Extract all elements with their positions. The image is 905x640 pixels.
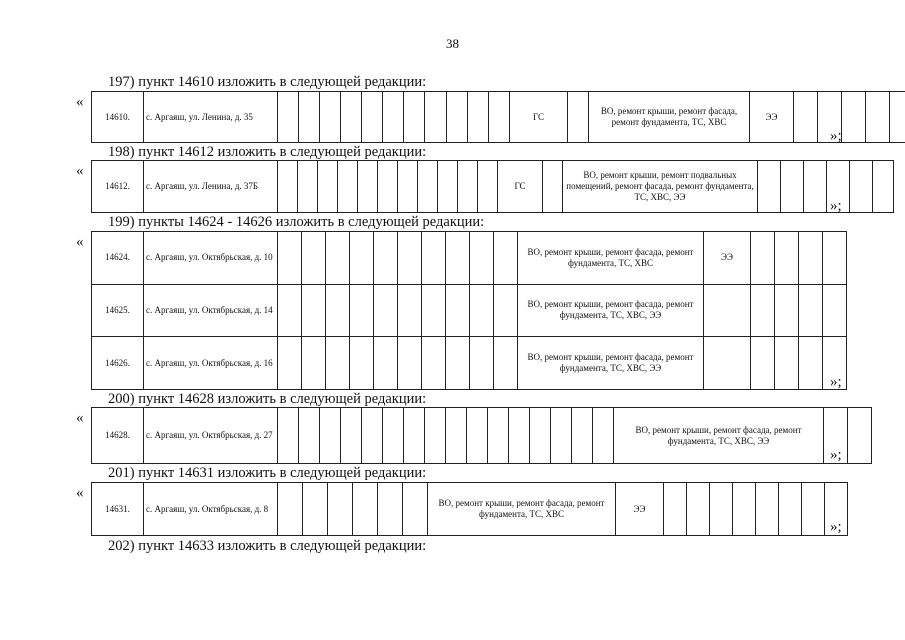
address-cell: с. Аргаяш, ул. Ленина, д. 35 <box>144 92 278 143</box>
closing-quote: »; <box>830 374 842 390</box>
works-cell: ВО, ремонт крыши, ремонт фасада, ремонт фундамента, ТС, ХВС <box>518 232 704 285</box>
system-cell: ГС <box>510 92 568 143</box>
works-cell: ВО, ремонт крыши, ремонт фасада, ремонт фундамента, ТС, ХВС <box>428 483 616 536</box>
opening-quote: « <box>76 234 84 250</box>
table-row <box>92 408 872 464</box>
item-number: 14612. <box>92 161 144 213</box>
amendment-table <box>91 231 847 390</box>
item-number: 14628. <box>92 408 144 464</box>
item-number: 14631. <box>92 483 144 536</box>
table-row <box>92 92 905 143</box>
opening-quote: « <box>76 163 84 179</box>
opening-quote: « <box>76 94 84 110</box>
page-number: 38 <box>446 36 459 51</box>
works-cell: ВО, ремонт крыши, ремонт фасада, ремонт фундамента, ТС, ХВС, ЭЭ <box>518 284 704 337</box>
section-heading: 202) пункт 14633 изложить в следующей редакции: <box>108 538 427 554</box>
address-cell: с. Аргаяш, ул. Октябрьская, д. 10 <box>144 232 278 285</box>
item-number: 14625. <box>92 284 144 337</box>
section-heading: 197) пункт 14610 изложить в следующей редакции: <box>108 74 427 90</box>
section-heading: 201) пункт 14631 изложить в следующей редакции: <box>108 465 427 481</box>
works-cell: ВО, ремонт крыши, ремонт фасада, ремонт фундамента, ТС, ХВС, ЭЭ <box>518 337 704 390</box>
works-cell: ВО, ремонт крыши, ремонт фасада, ремонт фундамента, ТС, ХВС, ЭЭ <box>614 408 824 464</box>
address-cell: с. Аргаяш, ул. Октябрьская, д. 14 <box>144 284 278 337</box>
address-cell: с. Аргаяш, ул. Ленина, д. 37Б <box>144 161 278 213</box>
table-row <box>92 337 847 390</box>
amendment-table <box>91 407 872 464</box>
works-cell: ВО, ремонт крыши, ремонт фасада, ремонт фундамента, ТС, ХВС <box>589 92 750 143</box>
amendment-table <box>91 160 894 213</box>
item-number: 14626. <box>92 337 144 390</box>
closing-quote: »; <box>830 128 842 144</box>
address-cell: с. Аргаяш, ул. Октябрьская, д. 27 <box>144 408 278 464</box>
amendment-table <box>91 482 848 536</box>
address-cell: с. Аргаяш, ул. Октябрьская, д. 16 <box>144 337 278 390</box>
closing-quote: »; <box>830 198 842 214</box>
table-row <box>92 483 848 536</box>
system-cell: ЭЭ <box>616 483 664 536</box>
closing-quote: »; <box>830 447 842 463</box>
closing-quote: »; <box>830 519 842 535</box>
works-cell: ВО, ремонт крыши, ремонт подвальных помещений, ремонт фасада, ремонт фундамента, ТС, ХВС, ЭЭ <box>563 161 758 213</box>
system-cell: ГС <box>498 161 543 213</box>
opening-quote: « <box>76 485 84 501</box>
section-heading: 200) пункт 14628 изложить в следующей редакции: <box>108 391 427 407</box>
amendment-table <box>91 91 905 143</box>
item-number: 14610. <box>92 92 144 143</box>
item-number: 14624. <box>92 232 144 285</box>
system-cell: ЭЭ <box>750 92 794 143</box>
address-cell: с. Аргаяш, ул. Октябрьская, д. 8 <box>144 483 278 536</box>
table-row <box>92 161 894 213</box>
table-row <box>92 232 847 285</box>
opening-quote: « <box>76 410 84 426</box>
section-heading: 199) пункты 14624 - 14626 изложить в следующей редакции: <box>108 214 485 230</box>
table-row <box>92 284 847 337</box>
section-heading: 198) пункт 14612 изложить в следующей редакции: <box>108 144 427 160</box>
system-cell: ЭЭ <box>704 232 751 285</box>
